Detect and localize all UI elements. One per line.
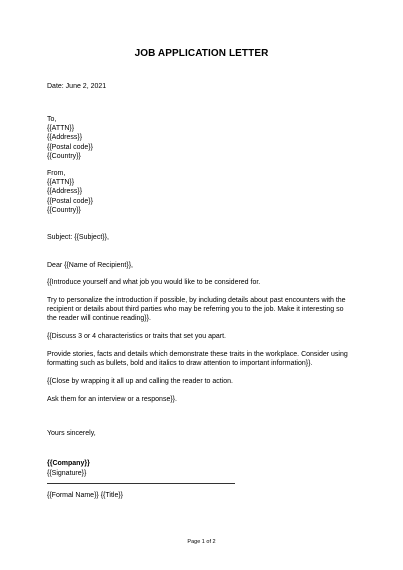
recipient-country: {{Country}}: [47, 152, 81, 160]
recipient-to: To,: [47, 116, 57, 123]
date-line: Date: June 2, 2021: [47, 83, 107, 90]
signature-line: [47, 483, 235, 484]
recipient-address-line: {{Address}}: [47, 134, 83, 142]
body-paragraph-ask: Ask them for an interview or a response}}.: [47, 396, 177, 403]
formal-name-title: {{Formal Name}} {{Title}}: [47, 492, 124, 499]
sender-address-line: {{Address}}: [47, 188, 83, 196]
body-paragraph-traits: {{Discuss 3 or 4 characteristics or traits that set you apart.: [47, 333, 226, 340]
closing: Yours sincerely,: [47, 430, 96, 437]
recipient-attn: {{ATTN}}: [47, 125, 75, 133]
sender-postal-code: {{Postal code}}: [47, 197, 93, 205]
page-number: Page 1 of 2: [187, 539, 216, 545]
subject-line: Subject: {{Subject}},: [47, 234, 109, 241]
sender-from: From,: [47, 170, 66, 177]
recipient-postal-code: {{Postal code}}: [47, 143, 93, 151]
signature-placeholder: {{Signature}}: [47, 470, 87, 477]
document-title: JOB APPLICATION LETTER: [134, 48, 269, 59]
body-paragraph-close: {{Close by wrapping it all up and calling the reader to action.: [47, 378, 234, 385]
salutation: Dear {{Name of Recipient}},: [47, 262, 133, 269]
sender-address: [47, 169, 93, 215]
body-paragraph-personalize: Try to personalize the introduction if possible, by including details about past encounters with the recipient or details about third parties who may be referring you to the job. Make it interesting so the reader will continue reading}}.: [47, 297, 346, 323]
body-paragraph-stories: Provide stories, facts and details which demonstrate these traits in the workplace. Consider using formatting such as bullets, bold and italics to draw attention to important information}}.: [47, 351, 348, 368]
company-name: {{Company}}: [47, 460, 90, 467]
sender-attn: {{ATTN}}: [47, 179, 75, 187]
body-paragraph-intro: {{Introduce yourself and what job you would like to be considered for.: [47, 279, 261, 286]
recipient-address: [47, 115, 93, 161]
sender-country: {{Country}}: [47, 206, 81, 214]
